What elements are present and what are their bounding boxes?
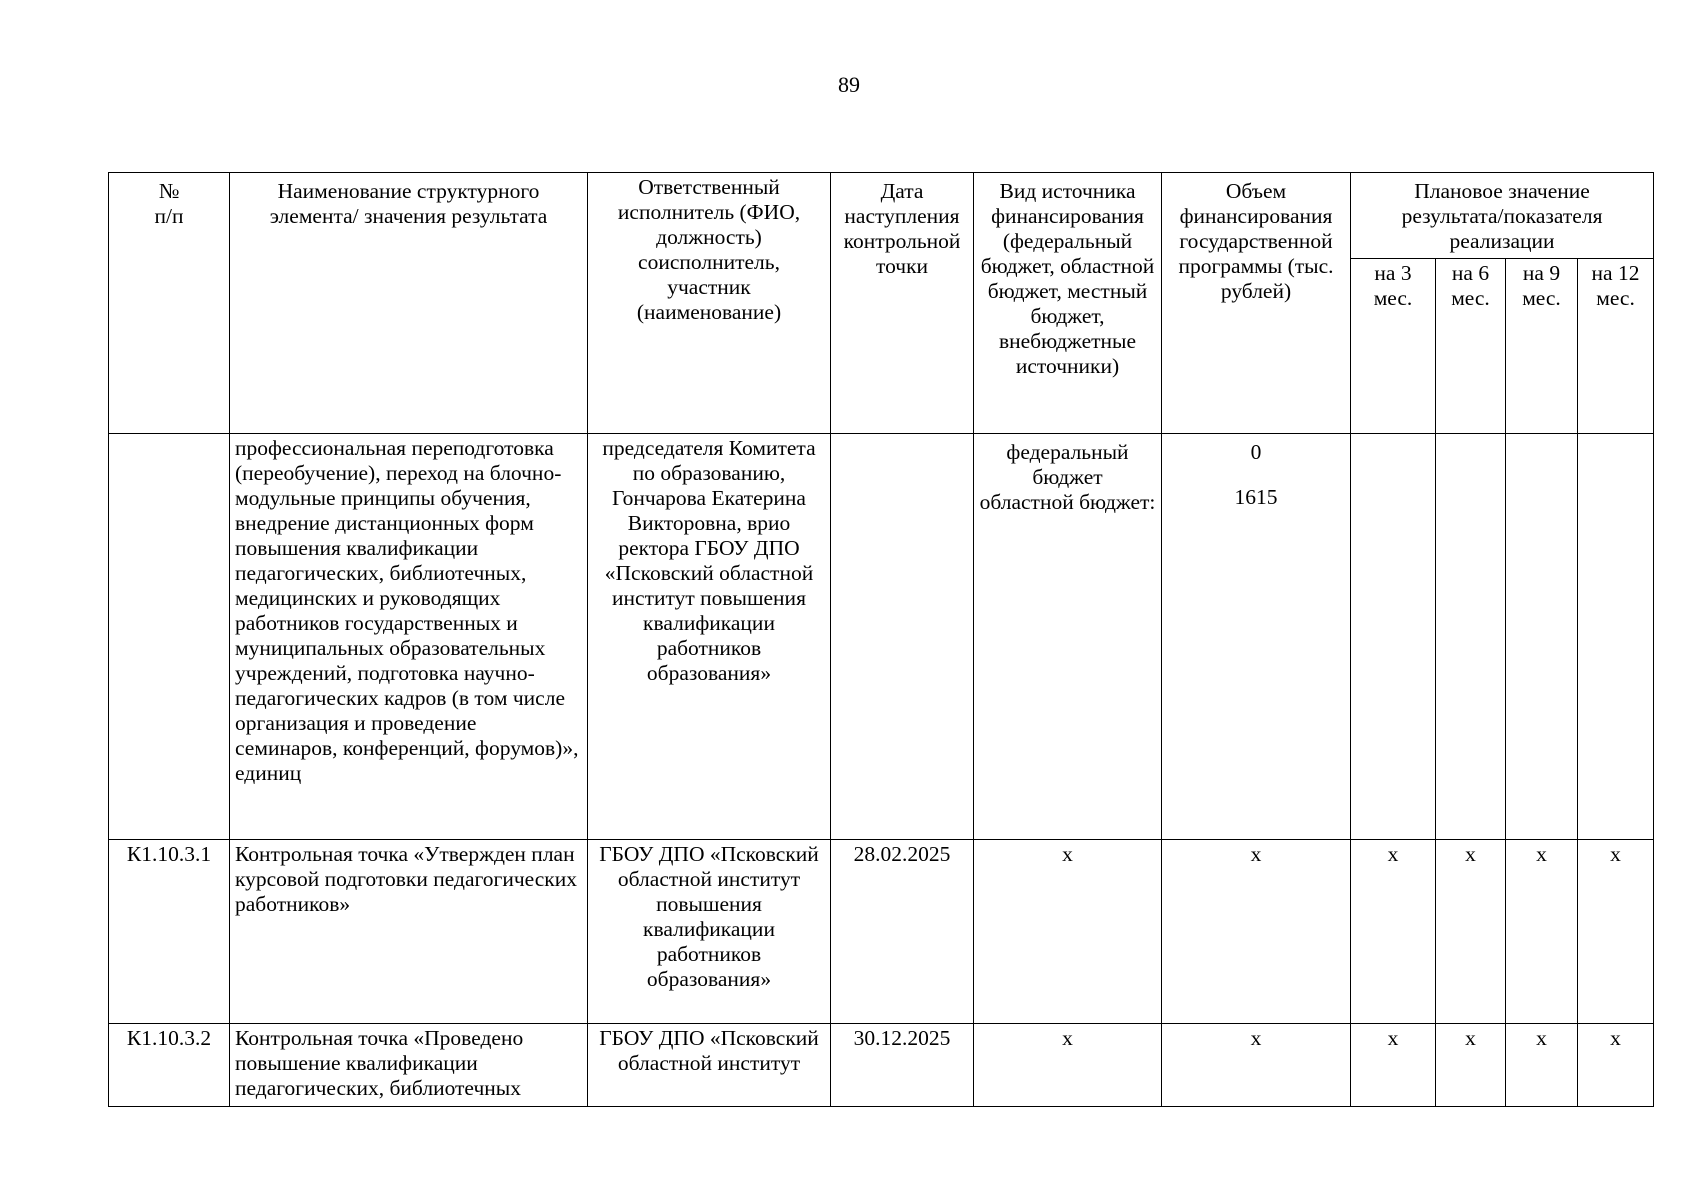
row-num — [109, 434, 230, 840]
row-name: Контрольная точка «Проведено повышение квалификации педагогических, библиотечных — [230, 1024, 588, 1107]
page-number: 89 — [838, 72, 860, 97]
row-responsible: ГБОУ ДПО «Псковский областной институт повышения квалификации работников образования» — [588, 840, 831, 1024]
row-plan-9: х — [1506, 1024, 1578, 1107]
header-num-symbol: № — [158, 179, 180, 203]
header-plan-12: на 12 мес. — [1578, 259, 1654, 434]
row-volume-regional: 1615 — [1234, 485, 1278, 509]
row-num: К1.10.3.2 — [109, 1024, 230, 1107]
header-responsible: Ответственный исполнитель (ФИО, должность) соисполнитель, участник (наименование) — [588, 173, 831, 434]
header-row — [109, 173, 1654, 259]
row-plan-6: х — [1436, 1024, 1506, 1107]
row-source-regional: областной бюджет: — [979, 490, 1156, 514]
header-plan: Плановое значение результата/показателя реализации — [1351, 173, 1654, 259]
row-plan-3 — [1351, 434, 1436, 840]
row-name: профессиональная переподготовка (переобучение), переход на блочно-модульные принципы обучения, внедрение дистанционных форм повышения квалификации педагогических, библиотечных, медицинских и руководящих работников государственных и муниципальных образовательных учреждений, подготовка научно-педагогических кадров (в том числе организация и проведение семинаров, конференций, форумов)», единиц — [230, 434, 588, 840]
row-responsible: ГБОУ ДПО «Псковский областной институт — [588, 1024, 831, 1107]
row-volume — [1162, 434, 1351, 840]
row-plan-3: х — [1351, 840, 1436, 1024]
row-plan-12: х — [1578, 1024, 1654, 1107]
table-row — [109, 434, 1654, 840]
control-points-table — [108, 172, 1654, 1107]
row-plan-9: х — [1506, 840, 1578, 1024]
row-source-federal: федеральный бюджет — [1006, 440, 1129, 489]
header-plan-6: на 6 мес. — [1436, 259, 1506, 434]
header-date: Дата наступления контрольной точки — [831, 173, 974, 434]
row-plan-3: х — [1351, 1024, 1436, 1107]
row-num: К1.10.3.1 — [109, 840, 230, 1024]
header-num-pp: п/п — [154, 204, 184, 228]
row-volume: х — [1162, 840, 1351, 1024]
header-name: Наименование структурного элемента/ значения результата — [230, 173, 588, 434]
header-plan-9: на 9 мес. — [1506, 259, 1578, 434]
row-volume-federal: 0 — [1250, 440, 1262, 464]
row-plan-6: х — [1436, 840, 1506, 1024]
row-source: х — [974, 840, 1162, 1024]
row-source: х — [974, 1024, 1162, 1107]
row-date: 30.12.2025 — [831, 1024, 974, 1107]
row-source — [974, 434, 1162, 840]
header-plan-3: на 3 мес. — [1351, 259, 1436, 434]
header-num — [109, 173, 230, 434]
row-plan-6 — [1436, 434, 1506, 840]
header-source: Вид источника финансирования (федеральный бюджет, областной бюджет, местный бюджет, внебюджетные источники) — [974, 173, 1162, 434]
table-row — [109, 1024, 1654, 1107]
row-volume: х — [1162, 1024, 1351, 1107]
row-plan-12 — [1578, 434, 1654, 840]
row-plan-9 — [1506, 434, 1578, 840]
header-volume: Объем финансирования государственной программы (тыс. рублей) — [1162, 173, 1351, 434]
row-date — [831, 434, 974, 840]
row-responsible: председателя Комитета по образованию, Гончарова Екатерина Викторовна, врио ректора ГБОУ ДПО «Псковский областной институт повышения квалификации работников образования» — [588, 434, 831, 840]
row-name: Контрольная точка «Утвержден план курсовой подготовки педагогических работников» — [230, 840, 588, 1024]
table-row — [109, 840, 1654, 1024]
row-plan-12: х — [1578, 840, 1654, 1024]
row-date: 28.02.2025 — [831, 840, 974, 1024]
